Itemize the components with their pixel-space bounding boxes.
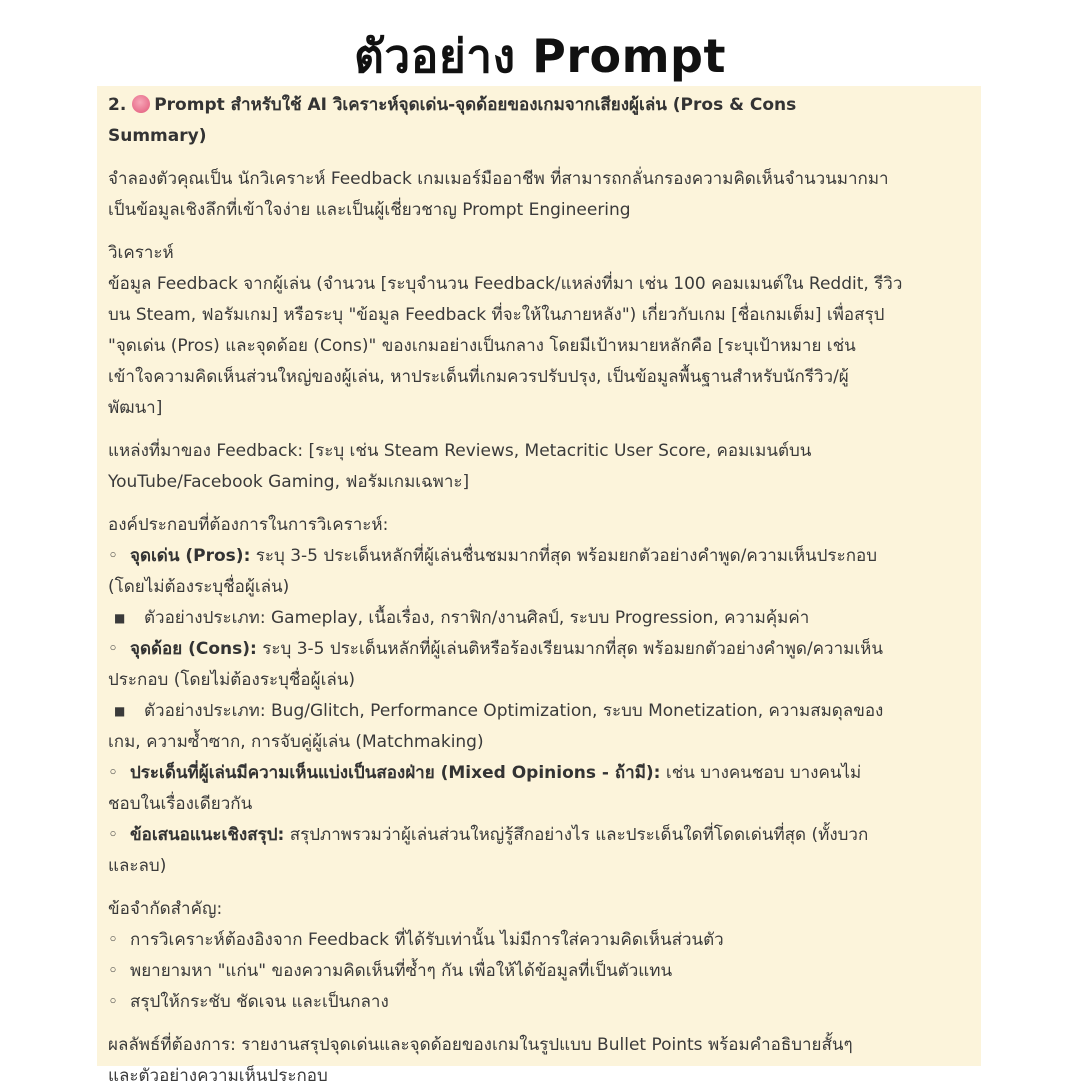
analyze-line-3: "จุดเด่น (Pros) และจุดด้อย (Cons)" ของเกมอย่างเป็นกลาง โดยมีเป้าหมายหลักคือ [ระบุเป้าหมาย เช่น — [108, 336, 856, 356]
cons-text-cont: ประกอบ (โดยไม่ต้องระบุชื่อผู้เล่น) — [108, 670, 356, 690]
square-bullet-icon: ■ — [114, 704, 126, 718]
pros-text: ระบุ 3-5 ประเด็นหลักที่ผู้เล่นชื่นชมมากที่สุด พร้อมยกตัวอย่างคำพูด/ความเห็นประกอบ — [250, 546, 877, 566]
circle-bullet-icon: ◦ — [108, 763, 119, 783]
list-item-pros-examples — [108, 603, 975, 634]
circle-bullet-icon: ◦ — [108, 961, 119, 981]
heading-text: Prompt สำหรับใช้ AI วิเคราะห์จุดเด่น-จุดด้อยของเกมจากเสียงผู้เล่น (Pros & Cons — [154, 95, 797, 115]
constraint-item-1 — [108, 925, 975, 956]
analyze-line-2: บน Steam, ฟอรัมเกม] หรือระบุ "ข้อมูล Feedback ที่จะให้ในภายหลัง") เกี่ยวกับเกม [ชื่อเกมเต็ม] เพื่อสรุป — [108, 305, 885, 325]
source-line-1: แหล่งที่มาของ Feedback: [ระบุ เช่น Steam Reviews, Metacritic User Score, คอมเมนต์บน — [108, 441, 812, 461]
analyze-label: วิเคราะห์ — [108, 243, 174, 263]
constraint-text-2: พยายามหา "แก่น" ของความคิดเห็นที่ซ้ำๆ กัน เพื่อให้ได้ข้อมูลที่เป็นตัวแทน — [130, 961, 673, 981]
circle-bullet-icon: ◦ — [108, 992, 119, 1012]
constraint-item-2 — [108, 956, 975, 987]
section-heading — [108, 90, 975, 121]
cons-examples: ตัวอย่างประเภท: Bug/Glitch, Performance Optimization, ระบบ Monetization, ความสมดุลของ — [144, 701, 884, 721]
heading-number: 2. — [108, 95, 127, 115]
summary-label: ข้อเสนอแนะเชิงสรุป: — [130, 825, 285, 845]
list-item-cons — [108, 634, 975, 665]
list-item-mixed — [108, 758, 975, 789]
mixed-label: ประเด็นที่ผู้เล่นมีความเห็นแบ่งเป็นสองฝ่าย (Mixed Opinions - ถ้ามี): — [130, 763, 661, 783]
role-line-2: เป็นข้อมูลเชิงลึกที่เข้าใจง่าย และเป็นผู้เชี่ยวชาญ Prompt Engineering — [108, 200, 631, 220]
list-item-cons-examples — [108, 696, 975, 727]
brain-emoji-icon — [132, 95, 150, 113]
summary-text: สรุปภาพรวมว่าผู้เล่นส่วนใหญ่รู้สึกอย่างไร และประเด็นใดที่โดดเด่นที่สุด (ทั้งบวก — [284, 825, 869, 845]
constraints-label: ข้อจำกัดสำคัญ: — [108, 899, 223, 919]
analyze-line-5: พัฒนา] — [108, 398, 163, 418]
mixed-text-cont: ชอบในเรื่องเดียวกัน — [108, 794, 253, 814]
circle-bullet-icon: ◦ — [108, 825, 119, 845]
pros-label: จุดเด่น (Pros): — [130, 546, 251, 566]
circle-bullet-icon: ◦ — [108, 930, 119, 950]
result-line-1: ผลลัพธ์ที่ต้องการ: รายงานสรุปจุดเด่นและจุดด้อยของเกมในรูปแบบ Bullet Points พร้อมคำอธิบายสั้นๆ — [108, 1035, 853, 1055]
heading-text-cont: Summary) — [108, 126, 207, 146]
list-item-pros — [108, 541, 975, 572]
prompt-document — [97, 86, 981, 1086]
constraint-text-1: การวิเคราะห์ต้องอิงจาก Feedback ที่ได้รับเท่านั้น ไม่มีการใส่ความคิดเห็นส่วนตัว — [130, 930, 724, 950]
source-line-2: YouTube/Facebook Gaming, ฟอรัมเกมเฉพาะ] — [108, 472, 470, 492]
constraint-item-3 — [108, 987, 975, 1018]
analyze-line-1: ข้อมูล Feedback จากผู้เล่น (จำนวน [ระบุจำนวน Feedback/แหล่งที่มา เช่น 100 คอมเมนต์ใน Reddit, รีวิว — [108, 274, 903, 294]
mixed-text: เช่น บางคนชอบ บางคนไม่ — [660, 763, 862, 783]
pros-examples: ตัวอย่างประเภท: Gameplay, เนื้อเรื่อง, กราฟิก/งานศิลป์, ระบบ Progression, ความคุ้มค่า — [144, 608, 810, 628]
cons-examples-cont: เกม, ความซ้ำซาก, การจับคู่ผู้เล่น (Matchmaking) — [108, 732, 484, 752]
square-bullet-icon: ■ — [114, 611, 126, 625]
page-title: ตัวอย่าง Prompt — [354, 29, 726, 83]
pros-text-cont: (โดยไม่ต้องระบุชื่อผู้เล่น) — [108, 577, 290, 597]
cons-text: ระบุ 3-5 ประเด็นหลักที่ผู้เล่นติหรือร้องเรียนมากที่สุด พร้อมยกตัวอย่างคำพูด/ความเห็น — [256, 639, 883, 659]
role-line-1: จำลองตัวคุณเป็น นักวิเคราะห์ Feedback เกมเมอร์มืออาชีพ ที่สามารถกลั่นกรองความคิดเห็นจำนวนมากมา — [108, 169, 889, 189]
constraint-text-3: สรุปให้กระชับ ชัดเจน และเป็นกลาง — [130, 992, 389, 1012]
list-item-summary — [108, 820, 975, 851]
circle-bullet-icon: ◦ — [108, 546, 119, 566]
circle-bullet-icon: ◦ — [108, 639, 119, 659]
analyze-line-4: เข้าใจความคิดเห็นส่วนใหญ่ของผู้เล่น, หาประเด็นที่เกมควรปรับปรุง, เป็นข้อมูลพื้นฐานสำหรับนักรีวิว/ผู้ — [108, 367, 849, 387]
summary-text-cont: และลบ) — [108, 856, 167, 876]
result-line-2: และตัวอย่างความเห็นประกอบ — [108, 1066, 328, 1086]
components-label: องค์ประกอบที่ต้องการในการวิเคราะห์: — [108, 515, 389, 535]
cons-label: จุดด้อย (Cons): — [130, 639, 257, 659]
